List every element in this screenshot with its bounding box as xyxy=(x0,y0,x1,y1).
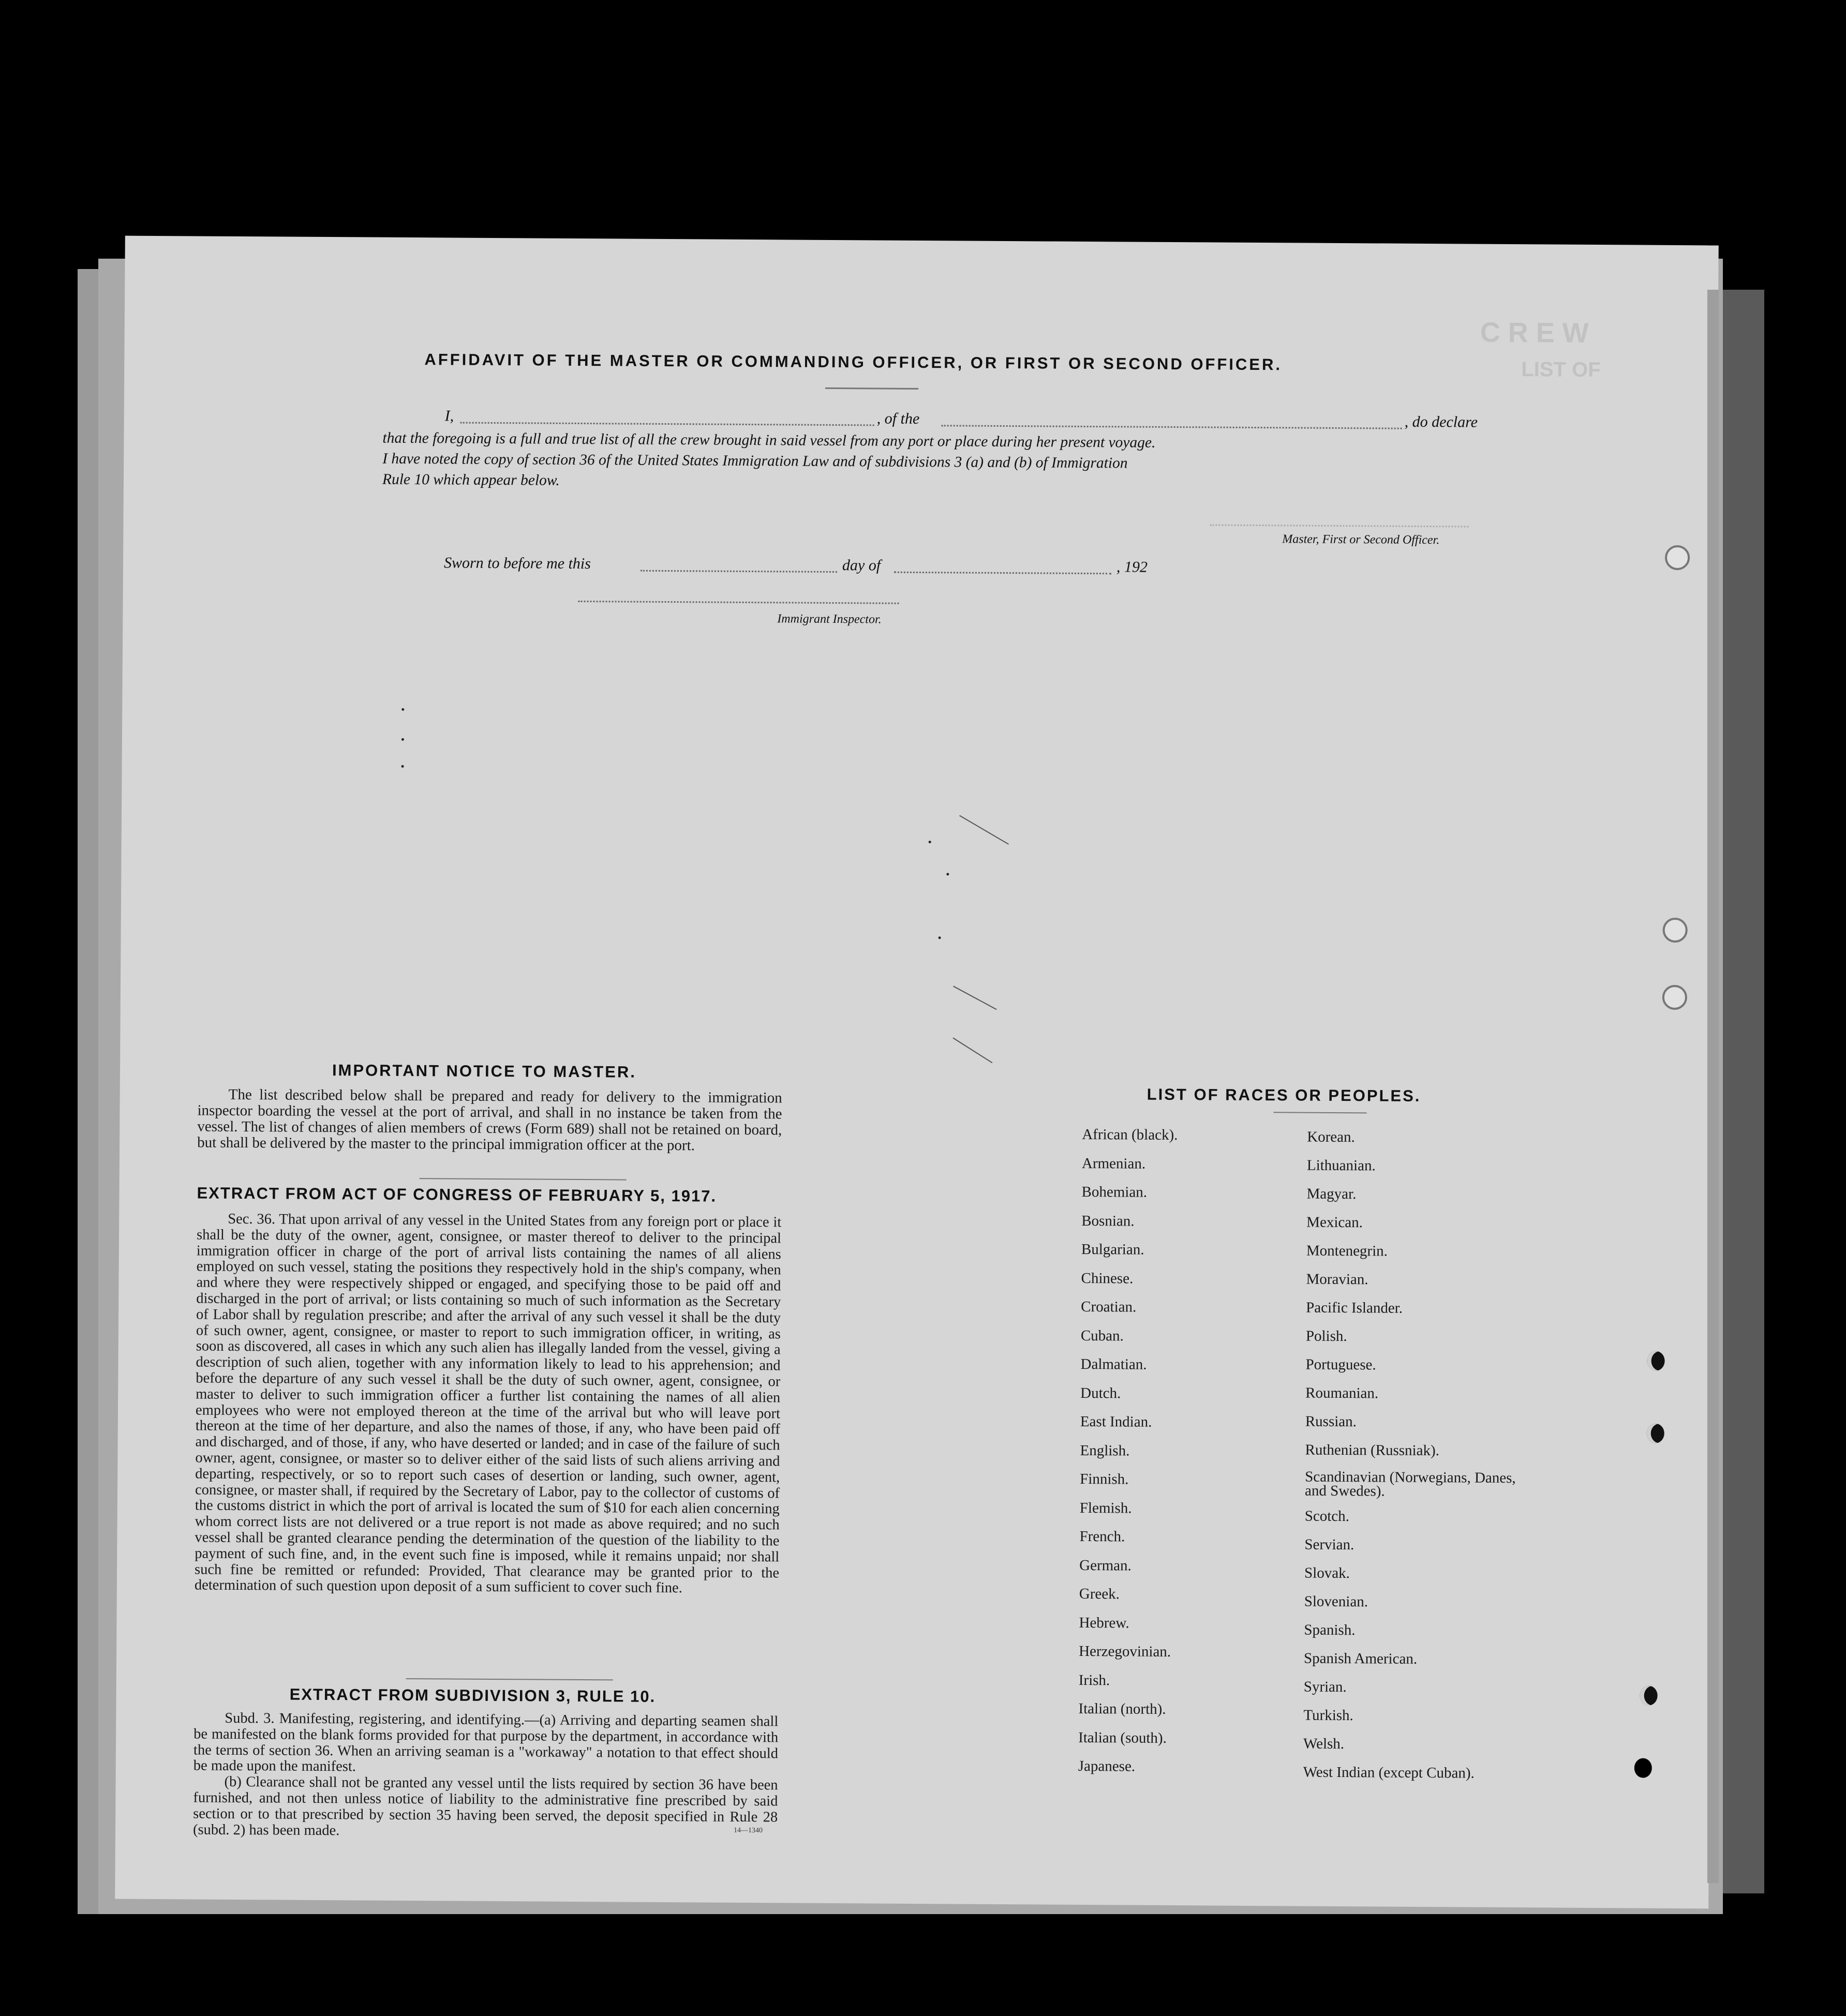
race-item: Scandinavian (Norwegians, Danes, and Swedes). xyxy=(1304,1468,1516,1500)
pencil-stroke xyxy=(953,985,997,1010)
race-item: West Indian (except Cuban). xyxy=(1303,1764,1475,1782)
bleed-through-text: C R E W xyxy=(1480,317,1589,349)
race-item: Herzegovinian. xyxy=(1079,1642,1171,1661)
day-of-label: day of xyxy=(842,557,881,574)
race-item: Roumanian. xyxy=(1305,1384,1379,1402)
race-item: French. xyxy=(1079,1528,1125,1545)
binder-hole xyxy=(1634,1758,1652,1778)
race-item: Bohemian. xyxy=(1081,1183,1148,1201)
race-item: Bulgarian. xyxy=(1081,1241,1144,1258)
race-item: Spanish American. xyxy=(1303,1650,1418,1667)
section-rule xyxy=(420,1178,627,1180)
pencil-dot xyxy=(401,765,404,768)
races-title: LIST OF RACES OR PEOPLES. xyxy=(1147,1085,1421,1105)
race-item: East Indian. xyxy=(1080,1413,1152,1430)
race-item: Mexican. xyxy=(1306,1214,1363,1231)
race-item: Lithuanian. xyxy=(1306,1157,1376,1174)
notice-text: The list described below shall be prepared and ready for delivery to the immigration inspector boarding the vessel at the port of arrival, and shall in no instance be taken from the vessel. The list of changes of alien members of crews (Form 689) shall not be retained on board, but shall be delivered by the master to the principal immigration officer at the port. xyxy=(197,1086,782,1154)
extract-rule-title: EXTRACT FROM SUBDIVISION 3, RULE 10. xyxy=(289,1685,656,1706)
binder-hole xyxy=(1647,1424,1664,1443)
section-rule xyxy=(406,1678,613,1680)
affidavit-i-label: I, xyxy=(444,407,454,425)
race-item: Finnish. xyxy=(1080,1470,1129,1488)
year-label: , 192 xyxy=(1116,558,1148,576)
race-item: Moravian. xyxy=(1306,1271,1368,1288)
race-item: Cuban. xyxy=(1080,1327,1124,1344)
extract-act-title: EXTRACT FROM ACT OF CONGRESS OF FEBRUARY 5, 1917. xyxy=(197,1184,717,1205)
race-item: English. xyxy=(1080,1442,1130,1459)
binder-hole xyxy=(1663,918,1688,943)
vessel-field[interactable] xyxy=(942,425,1402,429)
master-signature-field[interactable] xyxy=(1210,524,1468,527)
binder-hole xyxy=(1640,1686,1658,1706)
extract-rule-body xyxy=(193,1710,778,1841)
affidavit-title: AFFIDAVIT OF THE MASTER OR COMMANDING OFFICER, OR FIRST OR SECOND OFFICER. xyxy=(424,350,1283,374)
race-item: Dutch. xyxy=(1080,1384,1121,1401)
race-item: Italian (south). xyxy=(1078,1729,1167,1746)
race-item: Greek. xyxy=(1079,1585,1120,1603)
race-item: Turkish. xyxy=(1303,1707,1353,1724)
race-item: Syrian. xyxy=(1303,1678,1347,1696)
notice-body xyxy=(197,1087,782,1155)
race-item: Croatian. xyxy=(1081,1298,1137,1316)
races-title-rule xyxy=(1274,1112,1367,1113)
race-item: Montenegrin. xyxy=(1306,1242,1388,1260)
binder-hole xyxy=(1665,545,1690,570)
name-field[interactable] xyxy=(460,422,874,426)
pencil-dot xyxy=(401,738,404,741)
pencil-stroke xyxy=(959,815,1009,844)
race-item: Pacific Islander. xyxy=(1306,1299,1403,1317)
form-number: 14—1340 xyxy=(733,1826,763,1835)
affidavit-line-4: Rule 10 which appear below. xyxy=(382,471,560,489)
affidavit-line-3: I have noted the copy of section 36 of the United States Immigration Law and of subdivisions 3 (a) and (b) of Immigration xyxy=(382,450,1128,472)
do-declare-label: , do declare xyxy=(1404,413,1478,431)
race-item: Russian. xyxy=(1305,1413,1357,1430)
of-the-label: , of the xyxy=(876,410,920,428)
title-rule xyxy=(825,387,918,390)
pencil-dot xyxy=(929,841,931,843)
notice-title: IMPORTANT NOTICE TO MASTER. xyxy=(332,1061,637,1081)
bleed-through-text: LIST OF xyxy=(1521,358,1601,382)
race-item: Slovak. xyxy=(1304,1564,1350,1582)
race-item: Magyar. xyxy=(1306,1185,1357,1203)
pencil-dot xyxy=(401,708,404,711)
race-item: Slovenian. xyxy=(1304,1593,1368,1610)
extract-act-body xyxy=(195,1212,781,1597)
subdivision-b-text: (b) Clearance shall not be granted any vessel until the lists required by section 36 have been furnished, and not then unless notice of liability to the administrative fine prescribed by said section or to that prescribed by section 35 having been served, the deposit specified in Rule 28 (subd. 2) has been made. xyxy=(192,1774,778,1839)
race-item: Hebrew. xyxy=(1079,1614,1129,1632)
race-item: Dalmatian. xyxy=(1080,1355,1147,1373)
affidavit-line-2: that the foregoing is a full and true list of all the crew brought in said vessel from any port or place during her present voyage. xyxy=(382,429,1156,451)
pencil-dot xyxy=(939,936,941,939)
section-36-text: Sec. 36. That upon arrival of any vessel in the United States from any foreign port or place it shall be the duty of the owner, agent, consignee, or master thereof to deliver to the principal immigration officer in charge of the port of arrival lists containing the names of all aliens employed on such vessel, stating the positions they respectively hold in the ship's company, when and where they were respectively shipped or engaged, and specifying those to be paid off and discharged in the port of arrival; or lists containing so much of such information as the Secretary of Labor shall by regulation prescribe; and after the arrival of any such vessel it shall be the duty of such owner, agent, consignee, or master to report to such immigration officer, in writing, as soon as discovered, all cases in which any such alien has illegally landed from the vessel, giving a description of such alien, together with any information likely to lead to his apprehension; and before the departure of any such vessel it shall be the duty of such owner, agent, consignee, or master to deliver to such immigration officer a further list containing the names of all alien employees who were not employed thereon at the time of the arrival but who will leave port thereon at the time of her departure, and also the names of those, if any, who have been paid off and discharged, and of those, if any, who have deserted or landed; and in case of the failure of such owner, agent, consignee, or master so to deliver either of the said lists of such aliens arriving and departing, respectively, or so to report such cases of desertion or landing, such owner, agent, consignee, or master shall, if required by the Secretary of Labor, pay to the collector of customs of the customs district in which the port of arrival is located the sum of $10 for each alien concerning whom correct lists are not delivered or a true report is not made as above required; and no such vessel shall be granted clearance pending the determination of the question of the liability to the payment of such fine, and, in the event such fine is imposed, while it remains unpaid; nor shall such fine be remitted or refunded: Provided, That clearance may be granted prior to the determination of such question upon deposit of a sum sufficient to cover such fine. xyxy=(194,1211,782,1596)
sworn-day-field[interactable] xyxy=(641,570,837,573)
race-item: Bosnian. xyxy=(1081,1212,1135,1230)
race-item: Chinese. xyxy=(1081,1270,1134,1287)
race-item: Polish. xyxy=(1305,1327,1347,1345)
race-item: Welsh. xyxy=(1303,1735,1345,1753)
sworn-label: Sworn to before me this xyxy=(443,554,591,573)
inspector-label: Immigrant Inspector. xyxy=(777,612,882,626)
race-item: Korean. xyxy=(1307,1128,1355,1146)
form-page xyxy=(115,236,1719,1909)
master-signature-label: Master, First or Second Officer. xyxy=(1282,532,1440,547)
pencil-stroke xyxy=(952,1037,992,1063)
binder-hole xyxy=(1647,1351,1665,1371)
race-item: Flemish. xyxy=(1079,1499,1132,1517)
race-item: Servian. xyxy=(1304,1536,1354,1554)
race-item: Japanese. xyxy=(1078,1757,1136,1775)
race-item: Italian (north). xyxy=(1078,1700,1166,1718)
race-item: Scotch. xyxy=(1304,1507,1350,1525)
race-item: German. xyxy=(1079,1557,1132,1574)
race-item: Armenian. xyxy=(1081,1155,1146,1172)
race-item: Ruthenian (Russniak). xyxy=(1305,1441,1440,1459)
page-stack-edge xyxy=(1707,290,1719,1883)
subdivision-a-text: Subd. 3. Manifesting, registering, and identifying.—(a) Arriving and departing seamen shall be manifested on the blank forms provided for that purpose by the department, in accordance with the terms of section 36. When an arriving seaman is a "workaway" a notation to that effect should be made upon the manifest. xyxy=(193,1710,779,1775)
binder-hole xyxy=(1662,985,1687,1010)
race-item: Portuguese. xyxy=(1305,1356,1376,1373)
pencil-dot xyxy=(946,873,949,875)
race-item: Spanish. xyxy=(1304,1621,1356,1639)
race-item: African (black). xyxy=(1082,1126,1178,1144)
inspector-signature-field[interactable] xyxy=(578,601,899,604)
sworn-month-field[interactable] xyxy=(894,572,1111,575)
race-item: Irish. xyxy=(1078,1671,1110,1689)
